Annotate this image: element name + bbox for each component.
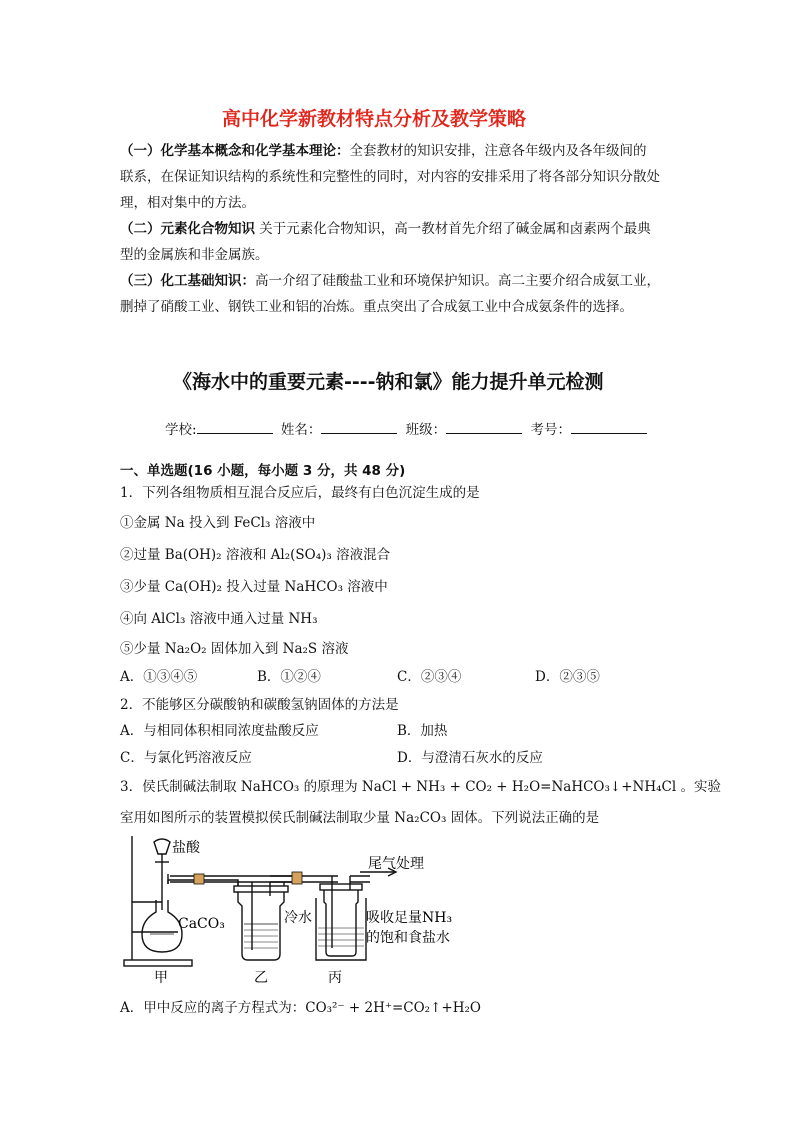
label-yi: 乙 <box>254 970 268 986</box>
q2-stem: 2．不能够区分碳酸钠和碳酸氢钠固体的方法是 <box>120 697 399 713</box>
intro-line: 型的金属族和非金属族。 <box>120 247 269 263</box>
q1-option-c[interactable]: C．②③④ <box>397 669 462 685</box>
intro-line: （一）化学基本概念和化学基本理论：全套教材的知识安排，注意各年级内及各年级间的 <box>120 143 647 159</box>
beaker <box>316 898 366 960</box>
student-info-row <box>165 418 651 438</box>
q1-item: ①金属 Na 投入到 FeCl₃ 溶液中 <box>120 515 316 531</box>
q1-option-b[interactable]: B．①②④ <box>257 669 321 685</box>
exam-title: 《海水中的重要元素----钠和氯》能力提升单元检测 <box>173 371 604 393</box>
intro-block <box>120 138 660 320</box>
apparatus-diagram <box>120 832 480 990</box>
rubber-joint <box>194 874 204 884</box>
q1-item: ②过量 Ba(OH)₂ 溶液和 Al₂(SO₄)₃ 溶液混合 <box>120 547 391 563</box>
field-school-label: 学校: <box>165 422 197 438</box>
q1-stem: 1．下列各组物质相互混合反应后，最终有白色沉淀生成的是 <box>120 485 480 501</box>
label-tail-gas: 尾气处理 <box>368 856 424 872</box>
intro-line: 理，相对集中的方法。 <box>120 195 255 211</box>
q1-option-a[interactable]: A．①③④⑤ <box>120 669 198 685</box>
label-absorb-2: 的饱和食盐水 <box>366 930 450 946</box>
q1-option-d[interactable]: D．②③⑤ <box>535 669 600 685</box>
wash-bottle <box>238 882 284 960</box>
field-name-blank[interactable] <box>321 421 397 434</box>
q2-option-a[interactable]: A．与相同体积相同浓度盐酸反应 <box>120 723 319 739</box>
intro-line: （二）元素化合物知识 关于元素化合物知识，高一教材首先介绍了碱金属和卤素两个最典 <box>120 221 651 237</box>
q3-option-a[interactable]: A．甲中反应的离子方程式为：CO₃²⁻ + 2H⁺=CO₂↑+H₂O <box>120 1000 481 1016</box>
q1-item: ④向 AlCl₃ 溶液中通入过量 NH₃ <box>120 611 318 627</box>
stand-base <box>124 960 192 966</box>
section-heading: 一、单选题(16 小题，每小题 3 分，共 48 分) <box>120 463 406 479</box>
q2-option-b[interactable]: B．加热 <box>397 723 448 739</box>
q1-item: ③少量 Ca(OH)₂ 投入过量 NaHCO₃ 溶液中 <box>120 579 388 595</box>
inner-bottle <box>324 884 358 956</box>
field-school-blank[interactable] <box>197 421 273 434</box>
label-hcl: 盐酸 <box>172 840 200 856</box>
field-class-blank[interactable] <box>446 421 522 434</box>
label-jia: 甲 <box>154 970 168 986</box>
field-name-label: 姓名： <box>280 422 322 438</box>
intro-line: 删掉了硝酸工业、钢铁工业和铝的冶炼。重点突出了合成氨工业中合成氨条件的选择。 <box>120 299 633 315</box>
label-cold-water: 冷水 <box>284 910 312 926</box>
funnel-bulb <box>154 839 170 854</box>
label-caco3: CaCO₃ <box>178 916 225 932</box>
label-bing: 丙 <box>328 970 342 986</box>
intro-line: 联系，在保证知识结构的系统性和完整性的同时，对内容的安排采用了将各部分知识分散处 <box>120 169 660 185</box>
q1-item: ⑤少量 Na₂O₂ 固体加入到 Na₂S 溶液 <box>120 641 349 657</box>
field-class-label: 班级： <box>405 422 447 438</box>
intro-line: （三）化工基础知识：高一介绍了硅酸盐工业和环境保护知识。高二主要介绍合成氨工业， <box>120 273 660 289</box>
q2-option-c[interactable]: C．与氯化钙溶液反应 <box>120 750 252 766</box>
field-exam-no-blank[interactable] <box>571 421 647 434</box>
field-exam-no-label: 考号： <box>530 422 571 438</box>
q3-stem-line2: 室用如图所示的装置模拟侯氏制碱法制取少量 Na₂CO₃ 固体。下列说法正确的是 <box>120 810 600 826</box>
label-absorb-1: 吸收足量NH₃ <box>366 910 453 926</box>
q3-stem-line1: 3．侯氏制碱法制取 NaHCO₃ 的原理为 NaCl + NH₃ + CO₂ + H₂O=NaHCO₃↓+NH₄Cl 。实验 <box>120 779 721 795</box>
page-title: 高中化学新教材特点分析及教学策略 <box>222 108 527 130</box>
q2-option-d[interactable]: D．与澄清石灰水的反应 <box>397 750 543 766</box>
